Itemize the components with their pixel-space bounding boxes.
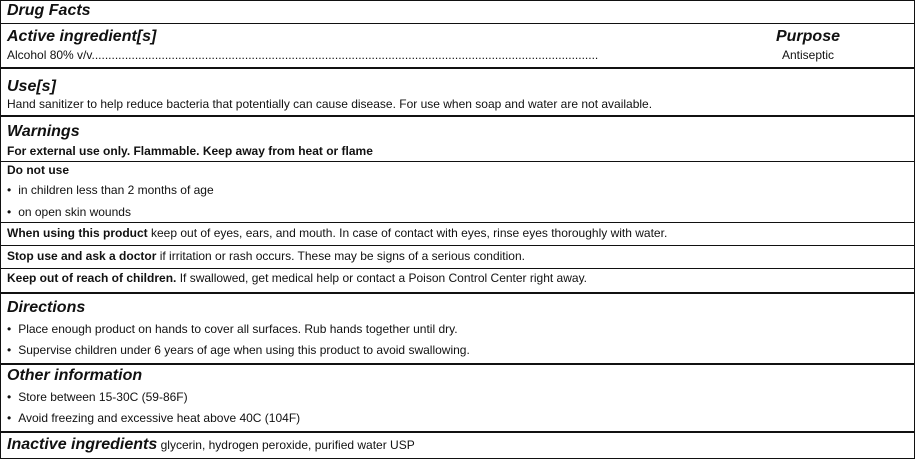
keep-out-warning — [7, 271, 908, 286]
section-divider — [1, 431, 914, 433]
external-use-warning: For external use only. Flammable. Keep away from heat or flame — [7, 144, 373, 158]
inactive-ingredients-text: glycerin, hydrogen peroxide, purified water USP — [157, 438, 415, 452]
directions-item: • Supervise children under 6 years of age when using this product to avoid swallowing. — [7, 343, 908, 358]
directions-heading: Directions — [7, 299, 86, 316]
other-information-heading: Other information — [7, 367, 143, 384]
divider — [1, 268, 914, 269]
divider — [1, 245, 914, 246]
section-divider — [1, 363, 914, 365]
stop-use-text: if irritation or rash occurs. These may be signs of a serious condition. — [156, 249, 525, 263]
divider — [1, 222, 914, 223]
dot-leader: ........................................................................................................................................................ — [91, 48, 599, 62]
other-information-item: • Store between 15-30C (59-86F) — [7, 390, 908, 405]
uses-heading: Use[s] — [7, 78, 56, 95]
divider — [1, 161, 914, 162]
divider — [1, 23, 914, 24]
when-using-label: When using this product — [7, 226, 148, 240]
uses-text: Hand sanitizer to help reduce bacteria that potentially can cause disease. For use when soap and water are not available. — [7, 97, 653, 111]
stop-use-label: Stop use and ask a doctor — [7, 249, 157, 263]
inactive-ingredients-row — [7, 436, 908, 454]
section-divider — [1, 292, 914, 294]
warnings-heading: Warnings — [7, 123, 80, 140]
directions-item: • Place enough product on hands to cover all surfaces. Rub hands together until dry. — [7, 322, 908, 337]
purpose-value: Antiseptic — [782, 48, 835, 62]
inactive-ingredients-heading: Inactive ingredients — [7, 436, 158, 453]
drug-facts-title: Drug Facts — [7, 2, 91, 19]
do-not-use-heading: Do not use — [7, 163, 69, 177]
do-not-use-item: • in children less than 2 months of age — [7, 183, 908, 198]
active-ingredient-value: Alcohol 80% v/v — [7, 48, 92, 62]
stop-use-warning — [7, 249, 908, 264]
section-divider — [1, 67, 914, 69]
keep-out-label: Keep out of reach of children. — [7, 271, 177, 285]
do-not-use-item: • on open skin wounds — [7, 205, 908, 220]
other-information-item: • Avoid freezing and excessive heat above 40C (104F) — [7, 411, 908, 426]
active-ingredient-row — [7, 48, 849, 63]
active-ingredient-heading — [7, 28, 908, 46]
when-using-warning — [7, 226, 908, 241]
when-using-text: keep out of eyes, ears, and mouth. In case of contact with eyes, rinse eyes thoroughly with water. — [147, 226, 668, 240]
active-ingredient-label: Active ingredient[s] — [7, 28, 157, 45]
keep-out-text: If swallowed, get medical help or contact a Poison Control Center right away. — [176, 271, 588, 285]
section-divider — [1, 115, 914, 117]
purpose-heading: Purpose — [775, 28, 840, 45]
